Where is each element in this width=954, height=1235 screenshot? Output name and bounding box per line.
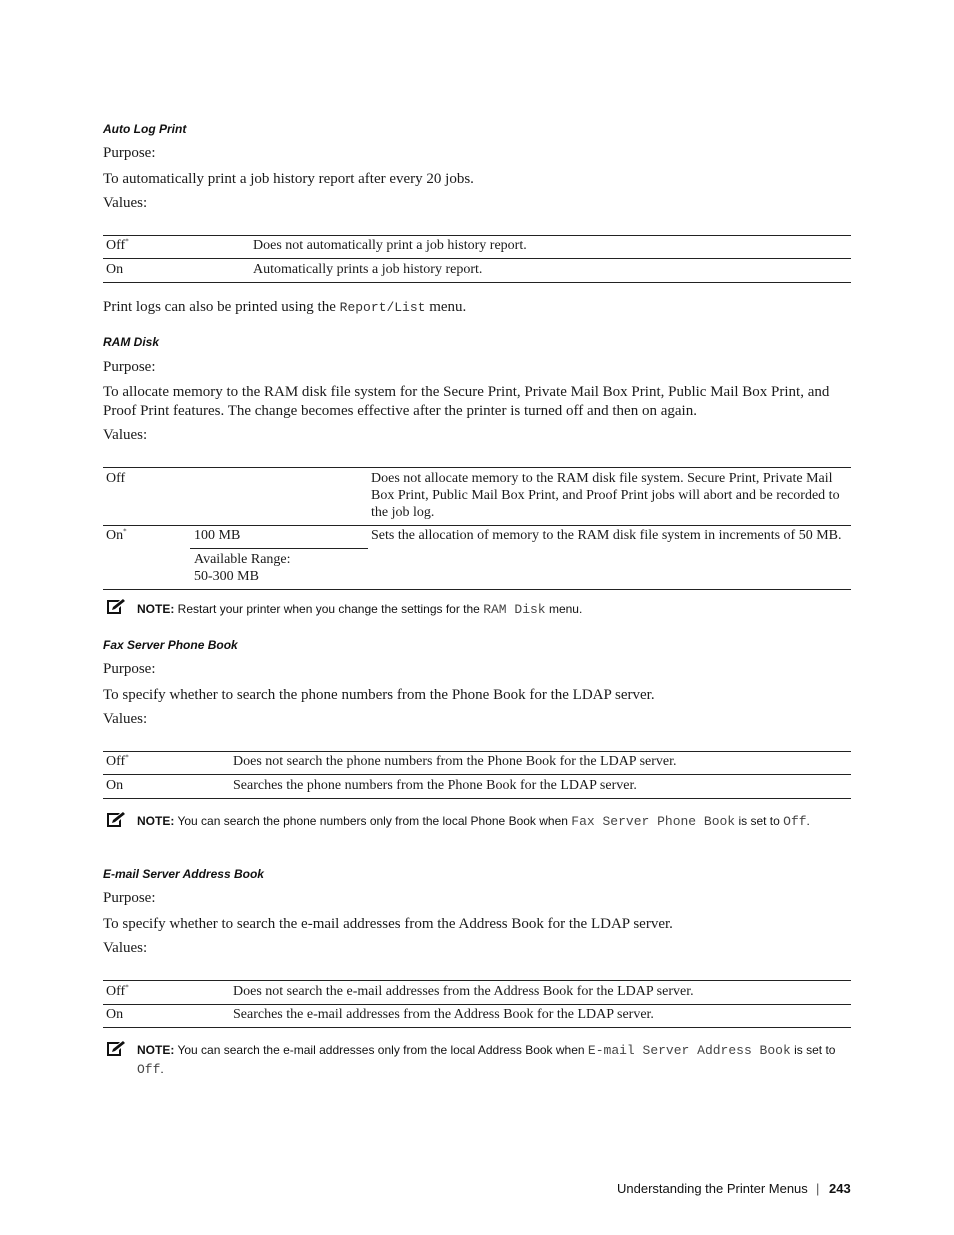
values-label: Values: [103,711,148,727]
note-pencil-icon [106,599,126,615]
value-desc: Does not allocate memory to the RAM disk file system. Secure Print, Private Mail Box Print, Public Mail Box Print, and Proof Print jobs will abort and be recorded to the job log. [371,471,840,520]
section-title-ram-disk: RAM Disk [103,335,160,349]
value-desc: Sets the allocation of memory to the RAM disk file system in increments of 50 MB. [371,528,842,543]
value-desc: Does not search the phone numbers from the Phone Book for the LDAP server. [233,754,677,769]
note-pencil-icon [106,812,126,828]
value-name-on: On [106,262,124,277]
table-rule [103,751,851,752]
value-name-on: On [106,1007,124,1022]
print-logs-text: Print logs can also be printed using the Report/List menu. [103,299,467,315]
value-desc: Searches the phone numbers from the Phone Book for the LDAP server. [233,778,637,793]
table-rule [103,774,851,775]
table-rule [103,589,851,590]
value-name-on: On* [106,527,127,543]
note-pencil-icon [106,1041,126,1057]
value-name-off: Off [106,471,126,486]
table-rule [103,235,851,236]
section-title-fax-server-phone-book: Fax Server Phone Book [103,638,238,652]
purpose-label: Purpose: [103,890,156,906]
table-rule [103,1027,851,1028]
values-label: Values: [103,195,148,211]
value-desc: Does not automatically print a job history report. [253,238,527,253]
sub-table-rule [190,548,368,549]
value-desc: Searches the e-mail addresses from the Address Book for the LDAP server. [233,1007,654,1022]
purpose-text: To specify whether to search the e-mail addresses from the Address Book for the LDAP server. [103,916,673,932]
footer-separator: | [816,1181,820,1196]
value-desc: Does not search the e-mail addresses from the Address Book for the LDAP server. [233,984,694,999]
purpose-label: Purpose: [103,661,156,677]
page-number: 243 [829,1181,851,1196]
purpose-text: To specify whether to search the phone numbers from the Phone Book for the LDAP server. [103,687,655,703]
table-rule [103,282,851,283]
table-rule [103,980,851,981]
purpose-label: Purpose: [103,145,156,161]
table-rule [103,798,851,799]
table-rule [103,467,851,468]
sub-value-100mb: 100 MB [194,528,241,543]
purpose-label: Purpose: [103,359,156,375]
values-label: Values: [103,427,148,443]
table-rule [103,525,851,526]
table-rule [103,1004,851,1005]
purpose-text: To allocate memory to the RAM disk file system for the Secure Print, Private Mail Box Print, Public Mail Box Print, and Proof Print features. The change becomes effective after the printer is turned off and then on again. [103,384,830,419]
value-name-off: Off* [106,753,129,769]
note-restart: NOTE: Restart your printer when you change the settings for the RAM Disk menu. [137,602,583,617]
values-label: Values: [103,940,148,956]
note-phone-book: NOTE: You can search the phone numbers only from the local Phone Book when Fax Server Phone Book is set to Off. [137,814,810,829]
purpose-text: To automatically print a job history report after every 20 jobs. [103,171,474,187]
section-title-auto-log-print: Auto Log Print [103,122,187,136]
value-name-off: Off* [106,983,129,999]
value-name-off: Off* [106,237,129,253]
note-address-book: NOTE: You can search the e-mail addresses only from the local Address Book when E-mail Server Address Book is set to Off. [137,1043,836,1077]
range-value: 50-300 MB [194,569,259,584]
range-label: Available Range: [194,552,291,567]
value-name-on: On [106,778,124,793]
footer-chapter-title: Understanding the Printer Menus [617,1181,808,1196]
table-rule [103,258,851,259]
section-title-email-server-address-book: E-mail Server Address Book [103,867,264,881]
value-desc: Automatically prints a job history report. [253,262,483,277]
